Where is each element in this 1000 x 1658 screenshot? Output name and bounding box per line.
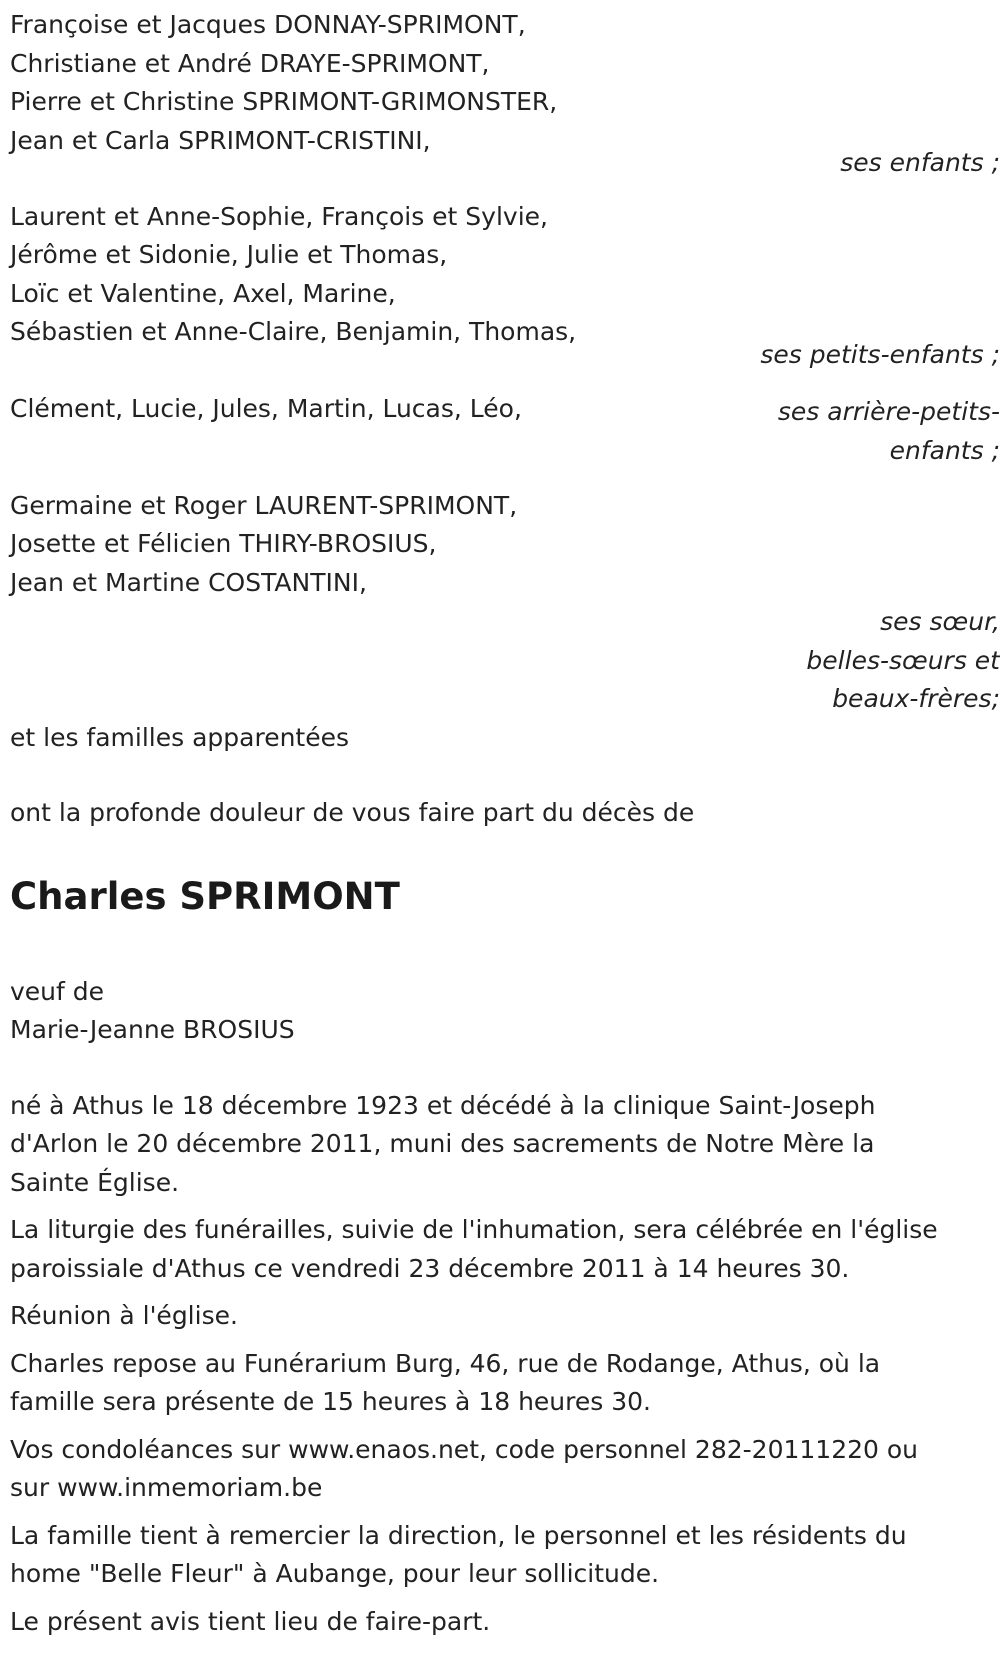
paragraph-line: Vos condoléances sur www.enaos.net, code personnel 282-20111220 ou — [10, 1434, 919, 1464]
great-grandchildren-label-line: ses arrière-petits- — [777, 397, 1000, 426]
announcement-intro: ont la profonde douleur de vous faire part du décès de — [10, 798, 695, 827]
sibling-name-line: Germaine et Roger LAURENT-SPRIMONT, — [10, 490, 518, 520]
grandchild-name-line: Sébastien et Anne-Claire, Benjamin, Thomas, — [10, 317, 577, 346]
grandchild-name-line: Loïc et Valentine, Axel, Marine, — [10, 278, 396, 308]
child-name-line: Françoise et Jacques DONNAY-SPRIMONT, — [10, 10, 526, 39]
paragraph-line: né à Athus le 18 décembre 1923 et décédé à la clinique Saint-Joseph — [10, 1090, 876, 1120]
paragraph-line: La liturgie des funérailles, suivie de l'inhumation, sera célébrée en l'église — [10, 1215, 938, 1244]
funeral-paragraph — [10, 1211, 1000, 1288]
widower-label: veuf de — [10, 976, 105, 1006]
great-grandchildren-group — [10, 390, 1000, 465]
widower-of — [10, 973, 1000, 1050]
children-group — [10, 6, 1000, 160]
siblings-label — [10, 603, 1000, 719]
notice-paragraph — [10, 1603, 1000, 1642]
birth-death-paragraph — [10, 1087, 1000, 1203]
paragraph-line: Le présent avis tient lieu de faire-part. — [10, 1606, 491, 1636]
paragraph-line: Sainte Église. — [10, 1167, 180, 1197]
paragraph-line: d'Arlon le 20 décembre 2011, muni des sacrements de Notre Mère la — [10, 1129, 875, 1158]
child-name-line: Christiane et André DRAYE-SPRIMONT, — [10, 48, 490, 78]
sibling-name-line: Jean et Martine COSTANTINI, — [10, 567, 367, 597]
great-grandchildren-label — [778, 393, 1000, 470]
child-name-line: Jean et Carla SPRIMONT-CRISTINI, — [10, 125, 431, 155]
deceased-name: Charles SPRIMONT — [10, 874, 400, 918]
funeral-home-paragraph — [10, 1345, 1000, 1422]
grandchild-name-line: Jérôme et Sidonie, Julie et Thomas, — [10, 240, 448, 269]
paragraph-line: Réunion à l'église. — [10, 1301, 238, 1330]
paragraph-line: sur www.inmemoriam.be — [10, 1473, 323, 1502]
paragraph-line: Charles repose au Funérarium Burg, 46, rue de Rodange, Athus, où la — [10, 1348, 881, 1378]
siblings-label-line: belles-sœurs et — [806, 645, 1000, 675]
grandchildren-group — [10, 198, 1000, 352]
grandchild-name-line: Laurent et Anne-Sophie, François et Sylvie, — [10, 201, 548, 231]
grandchildren-label: ses petits-enfants ; — [760, 339, 1000, 369]
child-name-line: Pierre et Christine SPRIMONT-GRIMONSTER, — [10, 87, 558, 116]
meeting-paragraph — [10, 1297, 1000, 1336]
paragraph-line: La famille tient à remercier la direction, le personnel et les résidents du — [10, 1520, 907, 1550]
thanks-paragraph — [10, 1517, 1000, 1594]
sibling-name-line: Josette et Félicien THIRY-BROSIUS, — [10, 529, 437, 558]
children-label: ses enfants ; — [840, 148, 1000, 177]
paragraph-line: home "Belle Fleur" à Aubange, pour leur sollicitude. — [10, 1559, 660, 1588]
siblings-label-line: beaux-frères; — [832, 684, 1000, 713]
spouse-name: Marie-Jeanne BROSIUS — [10, 1015, 295, 1044]
paragraph-line: famille sera présente de 15 heures à 18 heures 30. — [10, 1387, 651, 1416]
siblings-group — [10, 487, 1000, 603]
related-families: et les familles apparentées — [10, 722, 350, 752]
paragraph-line: paroissiale d'Athus ce vendredi 23 décembre 2011 à 14 heures 30. — [10, 1253, 850, 1283]
great-grandchild-name-line: Clément, Lucie, Jules, Martin, Lucas, Léo, — [10, 394, 522, 423]
siblings-label-line: ses sœur, — [880, 607, 1000, 636]
condolences-paragraph — [10, 1431, 1000, 1508]
great-grandchildren-label-line: enfants ; — [889, 435, 1000, 465]
